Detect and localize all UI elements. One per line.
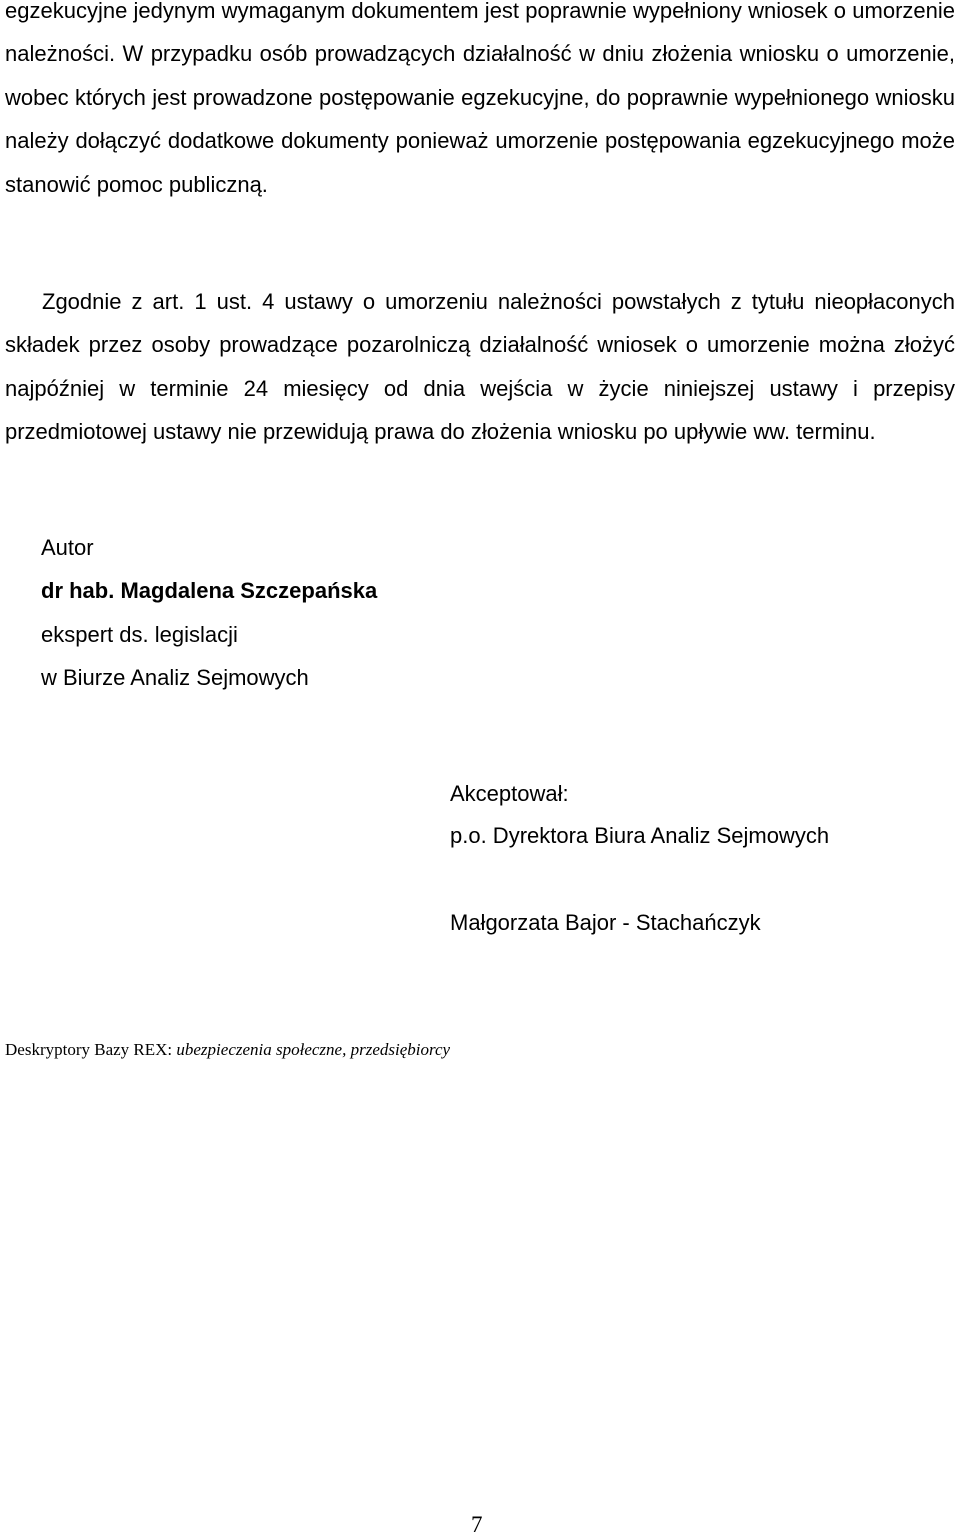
body-paragraph-2-text: Zgodnie z art. 1 ust. 4 ustawy o umorzeniu należności powstałych z tytułu nieopłaconych składek przez osoby prowadzące pozarolniczą działalność wniosek o umorzenie można złożyć najpóźniej w terminie 24 miesięcy od dnia wejścia w życie niniejszej ustawy i przepisy przedmiotowej ustawy nie przewidują prawa do złożenia wniosku po upływie ww. terminu.	[5, 289, 955, 445]
acceptance-role: p.o. Dyrektora Biura Analiz Sejmowych	[450, 823, 830, 848]
author-block	[41, 526, 377, 700]
descriptors-terms: ubezpieczenia społeczne, przedsiębiorcy	[176, 1040, 451, 1059]
descriptors-label: Deskryptory Bazy REX:	[5, 1040, 173, 1059]
acceptance-name: Małgorzata Bajor - Stachańczyk	[450, 910, 761, 935]
body-paragraph-2	[5, 280, 955, 454]
author-role: ekspert ds. legislacji	[41, 621, 238, 647]
descriptors-line	[5, 1040, 450, 1060]
author-label: Autor	[41, 535, 94, 560]
acceptance-label: Akceptował:	[450, 781, 569, 806]
page-number: 7	[471, 1512, 483, 1537]
author-name: dr hab. Magdalena Szczepańska	[41, 578, 378, 604]
author-unit: w Biurze Analiz Sejmowych	[41, 665, 309, 691]
body-paragraph-1: egzekucyjne jedynym wymaganym dokumentem jest poprawnie wypełniony wniosek o umorzenie należności. W przypadku osób prowadzących działalność w dniu złożenia wniosku o umorzenie, wobec których jest prowadzone postępowanie egzekucyjne, do poprawnie wypełnionego wniosku należy dołączyć dodatkowe dokumenty ponieważ umorzenie postępowania egzekucyjnego może stanowić pomoc publiczną.	[5, 0, 955, 197]
